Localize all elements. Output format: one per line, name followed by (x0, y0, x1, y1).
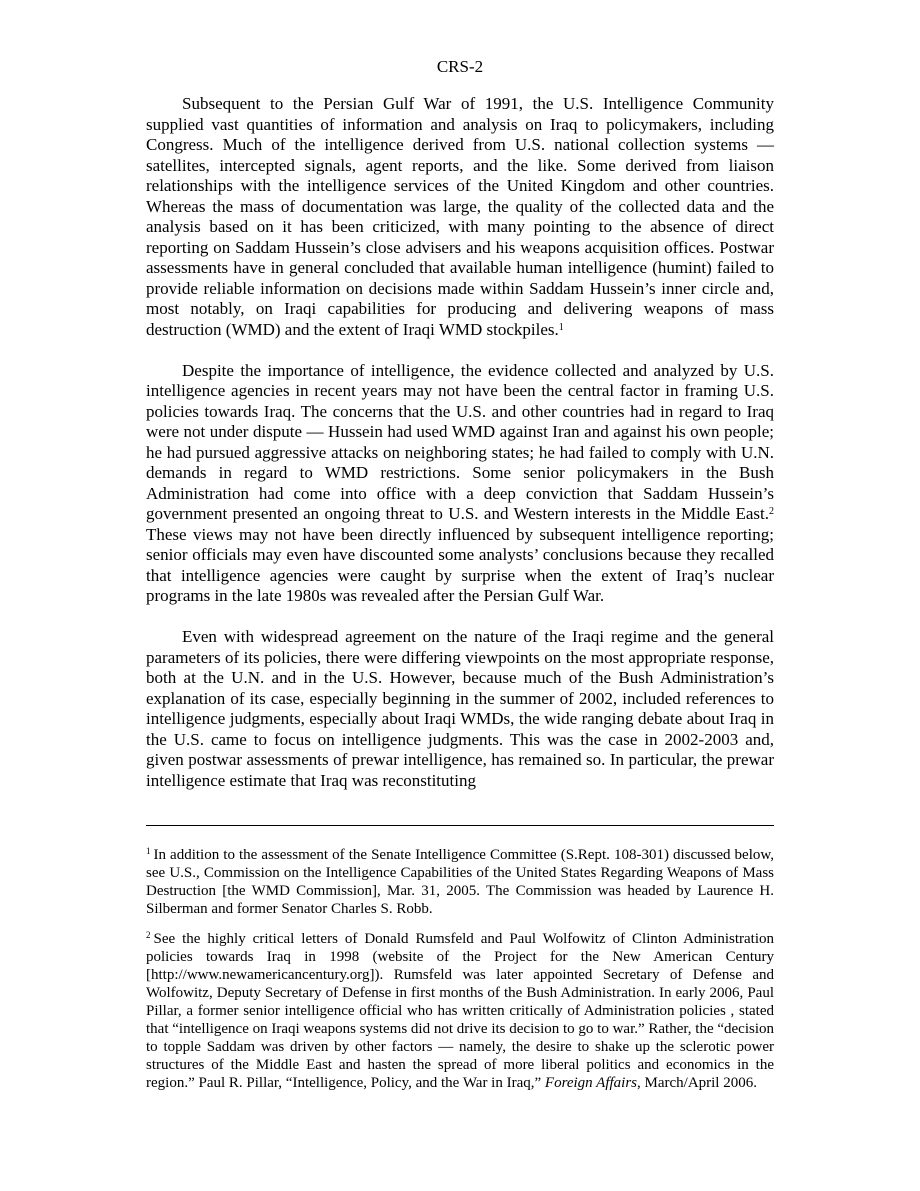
paragraph-2-text-after: These views may not have been directly influenced by subsequent intelligence reporting; senior officials may even have discounted some analysts’ conclusions because they recalled that intelligence agencies were caught by surprise when the extent of Iraq’s nuclear programs in the late 1980s was revealed after the Persian Gulf War. (146, 524, 774, 605)
paragraph-1-text: Subsequent to the Persian Gulf War of 1991, the U.S. Intelligence Community supplied vast quantities of information and analysis on Iraq to policymakers, including Congress. Much of the intelligence derived from U.S. national collection systems — satellites, intercepted signals, agent reports, and the like. Some derived from liaison relationships with the intelligence services of the United Kingdom and other countries. Whereas the mass of documentation was large, the quality of the collected data and the analysis based on it has been criticized, with many pointing to the absence of direct reporting on Saddam Hussein’s close advisers and his weapons acquisition offices. Postwar assessments have in general concluded that available human intelligence (humint) failed to provide reliable information on decisions made within Saddam Hussein’s inner circle and, most notably, on Iraqi capabilities for producing and delivering weapons of mass destruction (WMD) and the extent of Iraqi WMD stockpiles. (146, 94, 774, 339)
footnote-1 (146, 846, 774, 918)
footnote-ref-2[interactable]: 2 (769, 506, 774, 517)
footnote-2-text-after: , March/April 2006. (637, 1075, 757, 1091)
footnote-ref-1[interactable]: 1 (558, 321, 564, 333)
body-paragraph-1 (146, 94, 774, 340)
body-paragraph-3 (146, 627, 774, 791)
footnote-1-number: 1 (146, 846, 151, 856)
footnote-divider (146, 825, 774, 826)
footnote-2 (146, 930, 774, 1092)
paragraph-2-text-before: Despite the importance of intelligence, the evidence collected and analyzed by U.S. intelligence agencies in recent years may not have been the central factor in framing U.S. policies towards Iraq. The concerns that the U.S. and other countries had in regard to Iraq were not under dispute — Hussein had used WMD against Iran and against his own people; he had pursued aggressive attacks on neighboring states; he had failed to comply with U.N. demands in regard to WMD restrictions. Some senior policymakers in the Bush Administration had come into office with a deep conviction that Saddam Hussein’s government presented an ongoing threat to U.S. and Western interests in the Middle East. (146, 360, 774, 523)
footnote-1-text: In addition to the assessment of the Senate Intelligence Committee (S.Rept. 108-301) discussed below, see U.S., Commission on the Intelligence Capabilities of the United States Regarding Weapons of Mass Destruction [the WMD Commission], Mar. 31, 2005. The Commission was headed by Laurence H. Silberman and former Senator Charles S. Robb. (146, 847, 774, 917)
page-number-header: CRS-2 (436, 57, 484, 76)
main-body (146, 94, 774, 812)
footnote-2-text-before: See the highly critical letters of Donald Rumsfeld and Paul Wolfowitz of Clinton Administration policies towards Iraq in 1998 (website of the Project for the New American Century [http://www.newamericancentury.org]). Rumsfeld was later appointed Secretary of Defense and Wolfowitz, Deputy Secretary of Defense in first months of the Bush Administration. In early 2006, Paul Pillar, a former senior intelligence official who has written critically of Administration policies , stated that “intelligence on Iraqi weapons systems did not drive its decision to go to war.” Rather, the “decision to topple Saddam was driven by other factors — namely, the desire to shake up the sclerotic power structures of the Middle East and hasten the spread of more liberal politics and economics in the region.” Paul R. Pillar, “Intelligence, Policy, and the War in Iraq,” (146, 931, 774, 1091)
body-paragraph-2 (146, 361, 774, 607)
footnote-2-number: 2 (146, 930, 151, 940)
footnotes-section (146, 846, 774, 1104)
paragraph-3-text: Even with widespread agreement on the nature of the Iraqi regime and the general parameters of its policies, there were differing viewpoints on the most appropriate response, both at the U.N. and in the U.S. However, because much of the Bush Administration’s explanation of its case, especially beginning in the summer of 2002, included references to intelligence judgments, especially about Iraqi WMDs, the wide ranging debate about Iraq in the U.S. came to focus on intelligence judgments. This was the case in 2002-2003 and, given postwar assessments of prewar intelligence, has remained so. In particular, the prewar intelligence estimate that Iraq was reconstituting (146, 627, 774, 790)
footnote-2-publication: Foreign Affairs (544, 1075, 637, 1091)
